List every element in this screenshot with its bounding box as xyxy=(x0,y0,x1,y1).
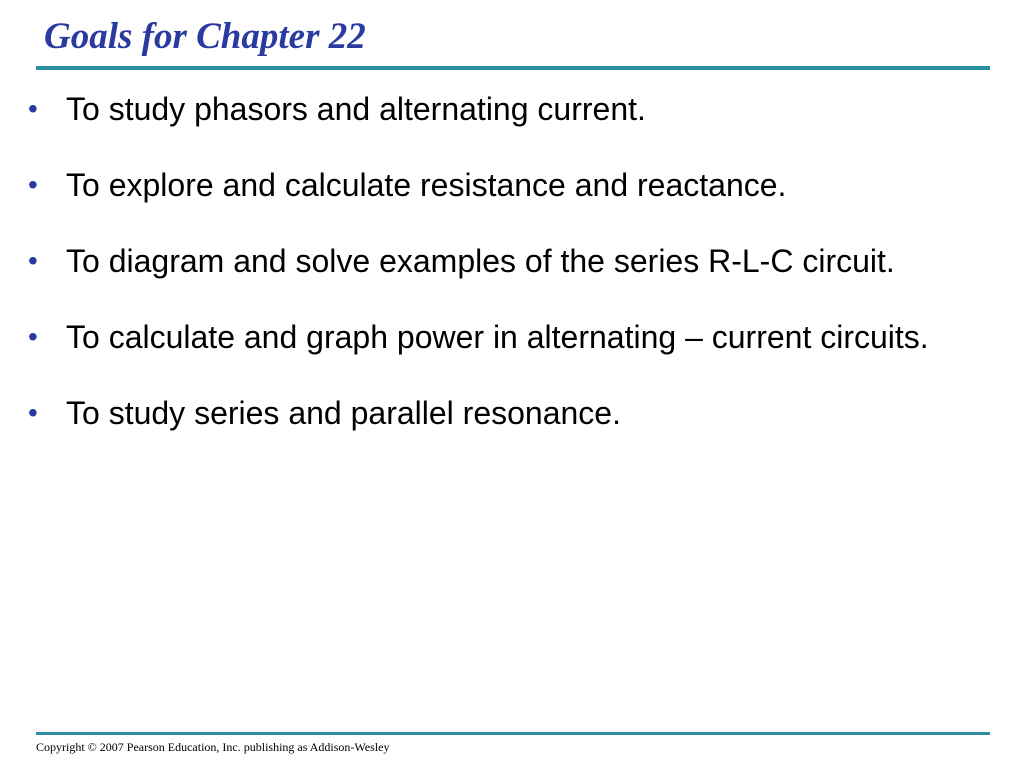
bullet-icon: • xyxy=(28,245,38,276)
bullet-text: To explore and calculate resistance and reactance. xyxy=(66,167,787,203)
bullet-item xyxy=(0,314,1024,360)
slide-title: Goals for Chapter 22 xyxy=(44,16,366,57)
bullet-text: To study series and parallel resonance. xyxy=(66,395,621,431)
copyright-footer: Copyright © 2007 Pearson Education, Inc. publishing as Addison-Wesley xyxy=(36,740,390,754)
bullet-text: To calculate and graph power in alternating – current circuits. xyxy=(66,319,929,355)
bullet-item xyxy=(0,86,1024,132)
bullet-item xyxy=(0,162,1024,208)
bullet-icon: • xyxy=(28,169,38,200)
footer-divider xyxy=(36,732,990,735)
title-divider xyxy=(36,66,990,70)
bullet-icon: • xyxy=(28,321,38,352)
bullet-icon: • xyxy=(28,93,38,124)
bullet-item xyxy=(0,238,1024,284)
bullet-text: To diagram and solve examples of the series R-L-C circuit. xyxy=(66,243,895,279)
bullet-icon: • xyxy=(28,397,38,428)
bullet-list xyxy=(0,86,1024,466)
bullet-item xyxy=(0,390,1024,436)
bullet-text: To study phasors and alternating current. xyxy=(66,91,646,127)
